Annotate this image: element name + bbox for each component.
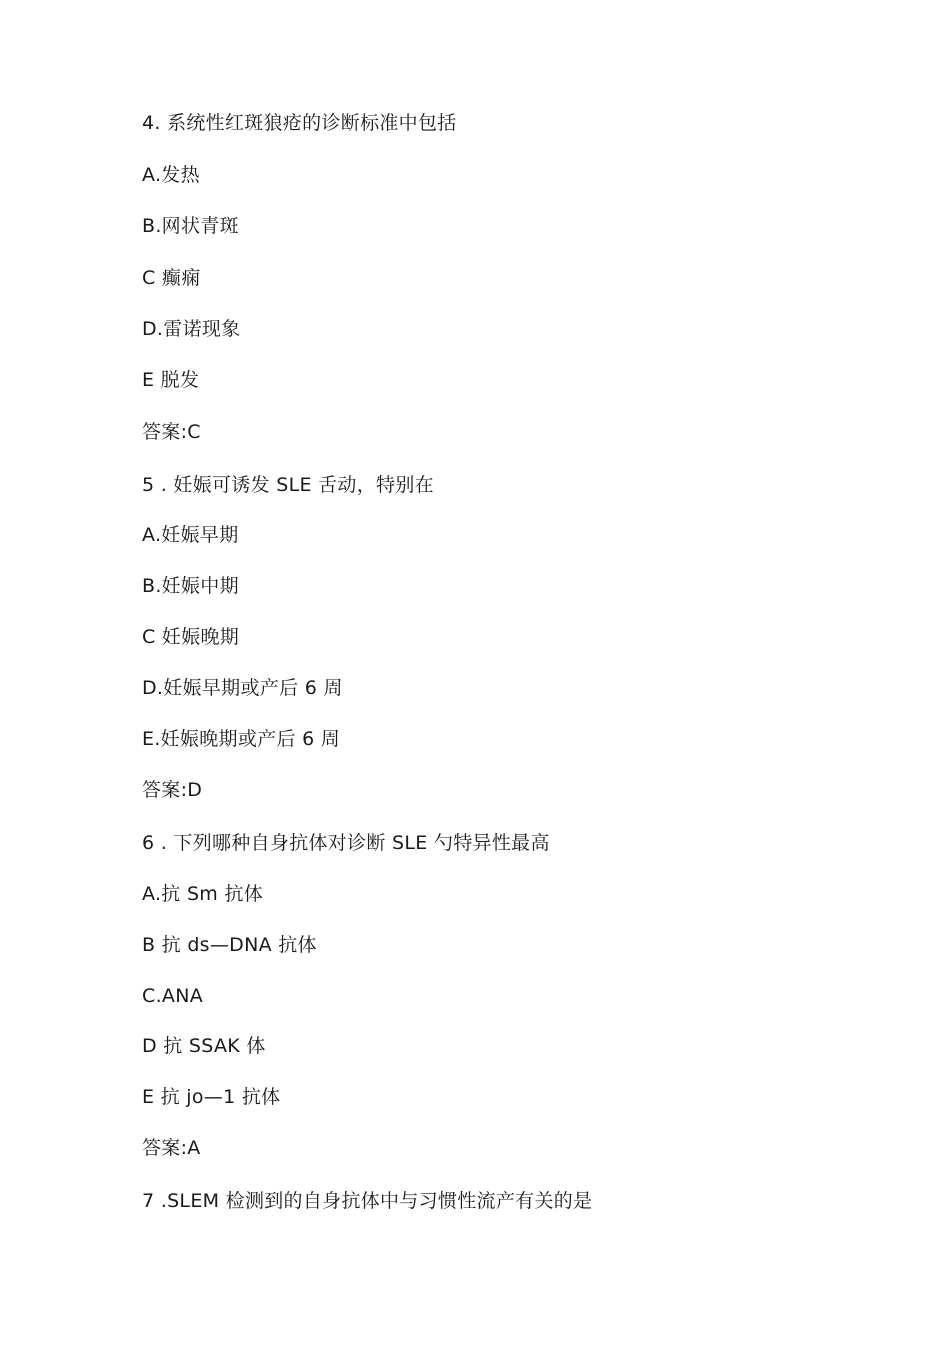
question-4-option-b: B.网状青斑 xyxy=(142,215,239,237)
question-5-option-c: C 妊娠晚期 xyxy=(142,626,240,648)
question-6-option-e: E 抗 jo—1 抗体 xyxy=(142,1086,281,1108)
question-4-option-d: D.雷诺现象 xyxy=(142,318,241,340)
question-6-stem: 6 . 下列哪种自身抗体对诊断 SLE 勺特异性最高 xyxy=(142,832,550,854)
question-6-option-b: B 抗 ds—DNA 抗体 xyxy=(142,934,317,956)
question-4-answer: 答案:C xyxy=(142,421,201,443)
question-6-option-a: A.抗 Sm 抗体 xyxy=(142,883,264,905)
question-4-option-c: C 癫痫 xyxy=(142,267,201,289)
question-5-option-a: A.妊娠早期 xyxy=(142,524,239,546)
question-6-option-d: D 抗 SSAK 体 xyxy=(142,1035,266,1057)
question-5-option-e: E.妊娠晚期或产后 6 周 xyxy=(142,728,341,750)
question-4-option-e: E 脱发 xyxy=(142,369,200,391)
question-4-stem: 4. 系统性红斑狼疮的诊断标准中包括 xyxy=(142,112,457,134)
question-4-option-a: A.发热 xyxy=(142,164,200,186)
question-6-option-c: C.ANA xyxy=(142,985,204,1007)
question-5-stem: 5 . 妊娠可诱发 SLE 舌动，特别在 xyxy=(142,474,434,496)
question-5-option-b: B.妊娠中期 xyxy=(142,575,239,597)
question-5-answer: 答案:D xyxy=(142,779,203,801)
question-7-stem: 7 .SLEM 检测到的自身抗体中与习惯性流产有关的是 xyxy=(142,1190,593,1212)
question-5-option-d: D.妊娠早期或产后 6 周 xyxy=(142,677,343,699)
question-6-answer: 答案:A xyxy=(142,1137,201,1159)
